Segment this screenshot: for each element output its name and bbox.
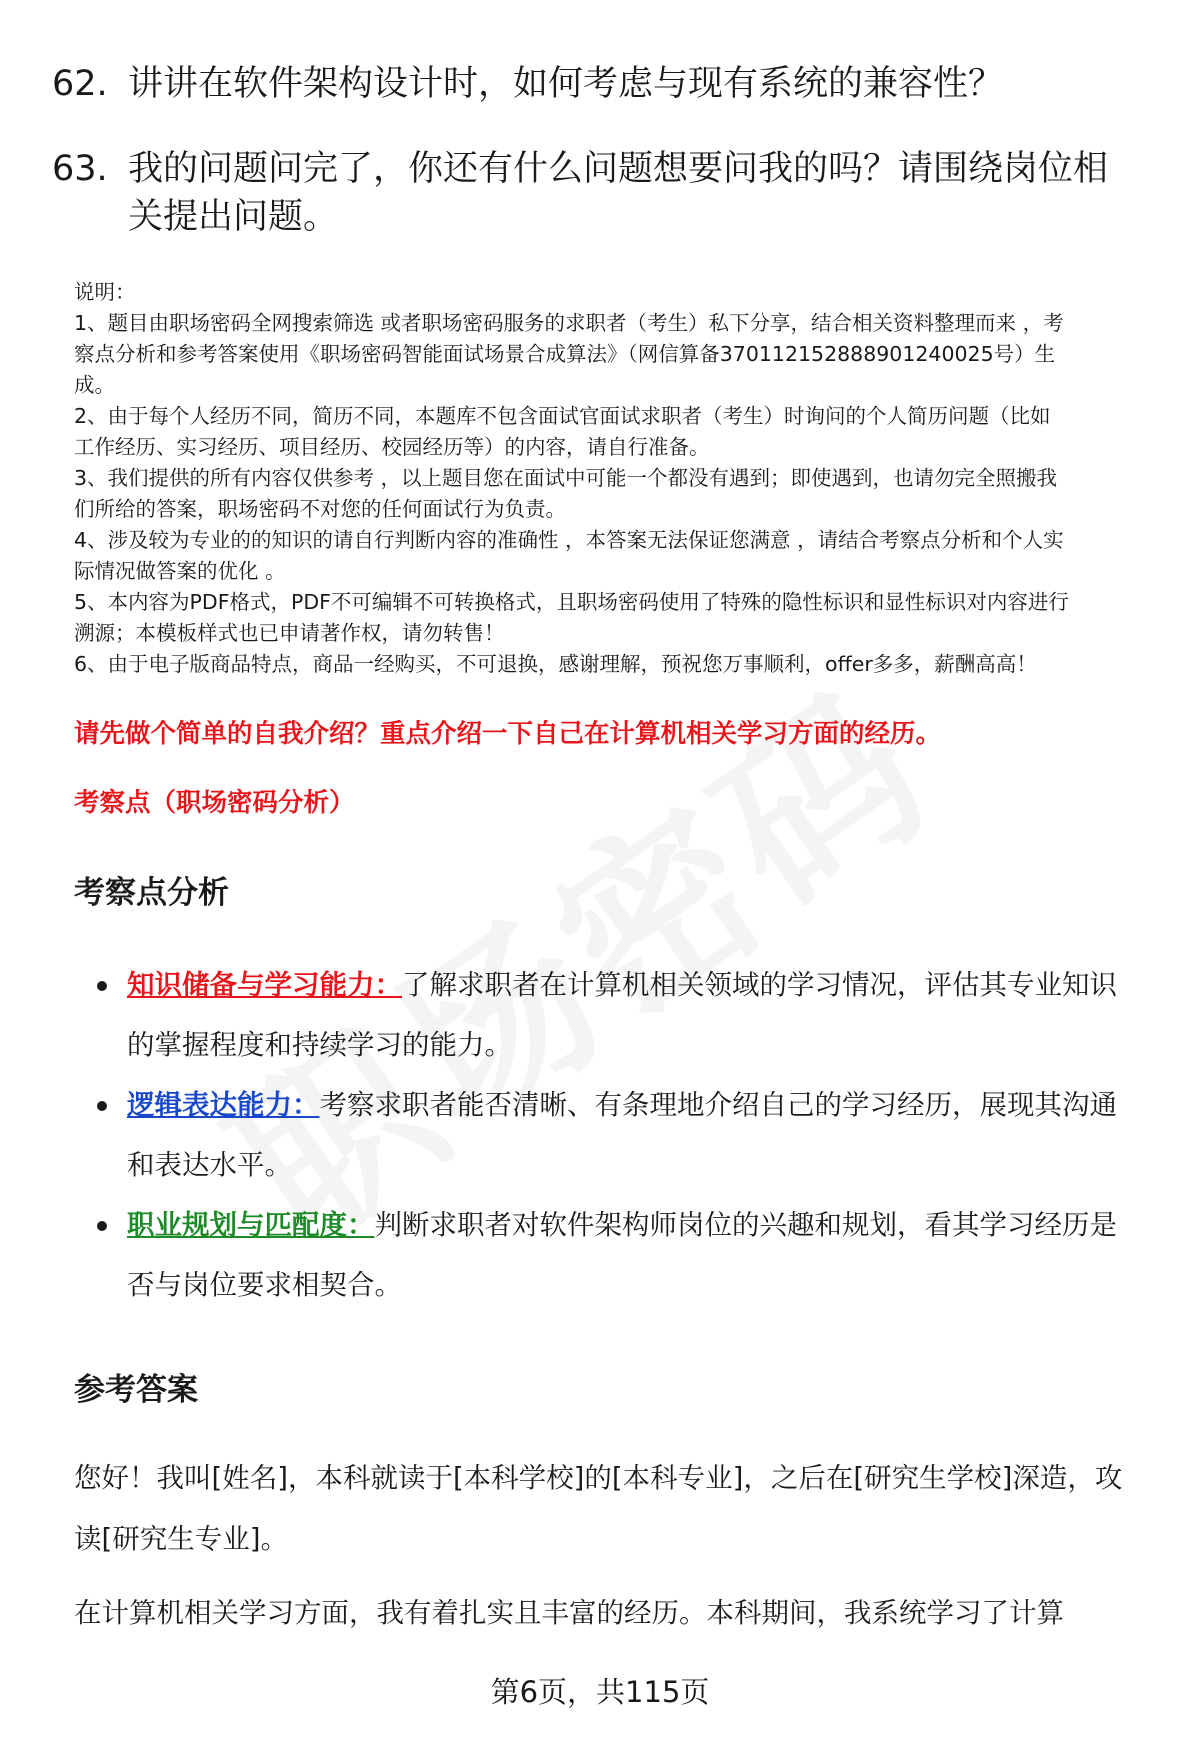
answer-paragraph: 在计算机相关学习方面，我有着扎实且丰富的经历。本科期间，我系统学习了计算 [74,1597,1064,1629]
notes-line: 们所给的答案，职场密码不对您的任何面试行为负责。 [74,497,566,521]
notes-line: 工作经历、实习经历、项目经历、校园经历等）的内容，请自行准备。 [74,435,710,459]
question-number: 63. [52,149,108,189]
bullet-icon [97,1221,107,1231]
notes-section [74,277,1150,680]
question-63 [52,145,1140,241]
analysis-text: 考察求职者能否清晰、有条理地介绍自己的学习经历，展现其沟通和表达水平。 [127,1089,1117,1181]
notes-line: 6、由于电子版商品特点，商品一经购买，不可退换，感谢理解，预祝您万事顺利，offer多多，薪酬高高！ [74,652,1037,676]
analysis-item [92,955,1138,1075]
notes-line: 4、涉及较为专业的的知识的请自行判断内容的准确性 ，本答案无法保证您满意 ，请结合考察点分析和个人实 [74,528,1064,552]
analysis-list [92,955,1138,1315]
analysis-item [92,1195,1138,1315]
analysis-text: 了解求职者在计算机相关领域的学习情况，评估其专业知识的掌握程度和持续学习的能力。 [127,969,1117,1061]
notes-line: 5、本内容为PDF格式，PDF不可编辑不可转换格式，且职场密码使用了特殊的隐性标识和显性标识对内容进行 [74,590,1069,614]
analysis-label: 考察点（职场密码分析） [74,788,355,818]
analysis-term: 逻辑表达能力： [127,1089,320,1121]
question-text: 我的问题问完了，你还有什么问题想要问我的吗？请围绕岗位相关提出问题。 [128,149,1109,237]
analysis-text: 判断求职者对软件架构师岗位的兴趣和规划，看其学习经历是否与岗位要求相契合。 [127,1209,1117,1301]
analysis-item [92,1075,1138,1195]
notes-line: 溯源；本模板样式也已申请著作权，请勿转售！ [74,621,505,645]
analysis-term: 职业规划与匹配度： [127,1209,375,1241]
answer-heading: 参考答案 [74,1372,198,1408]
notes-line: 成。 [74,373,115,397]
notes-line: 察点分析和参考答案使用《职场密码智能面试场景合成算法》（网信算备370112152888901240025号）生 [74,342,1056,366]
page-footer: 第6页，共115页 [490,1675,710,1709]
question-62 [52,60,1140,108]
answer-paragraph: 您好！我叫[姓名]，本科就读于[本科学校]的[本科专业]，之后在[研究生学校]深造，攻读[研究生专业]。 [74,1462,1123,1555]
main-question: 请先做个简单的自我介绍？重点介绍一下自己在计算机相关学习方面的经历。 [74,719,942,749]
question-number: 62. [52,64,108,104]
notes-title: 说明： [74,280,136,304]
analysis-term: 知识储备与学习能力： [127,969,402,1001]
notes-line: 2、由于每个人经历不同，简历不同，本题库不包含面试官面试求职者（考生）时询问的个人简历问题（比如 [74,404,1051,428]
analysis-heading: 考察点分析 [74,875,229,911]
notes-line: 3、我们提供的所有内容仅供参考 ，以上题目您在面试中可能一个都没有遇到；即使遇到，也请勿完全照搬我 [74,466,1058,490]
notes-line: 1、题目由职场密码全网搜索筛选 或者职场密码服务的求职者（考生）私下分享，结合相关资料整理而来 ，考 [74,311,1064,335]
bullet-icon [97,1101,107,1111]
notes-line: 际情况做答案的优化 。 [74,559,286,583]
bullet-icon [97,981,107,991]
question-text: 讲讲在软件架构设计时，如何考虑与现有系统的兼容性？ [128,64,1004,104]
